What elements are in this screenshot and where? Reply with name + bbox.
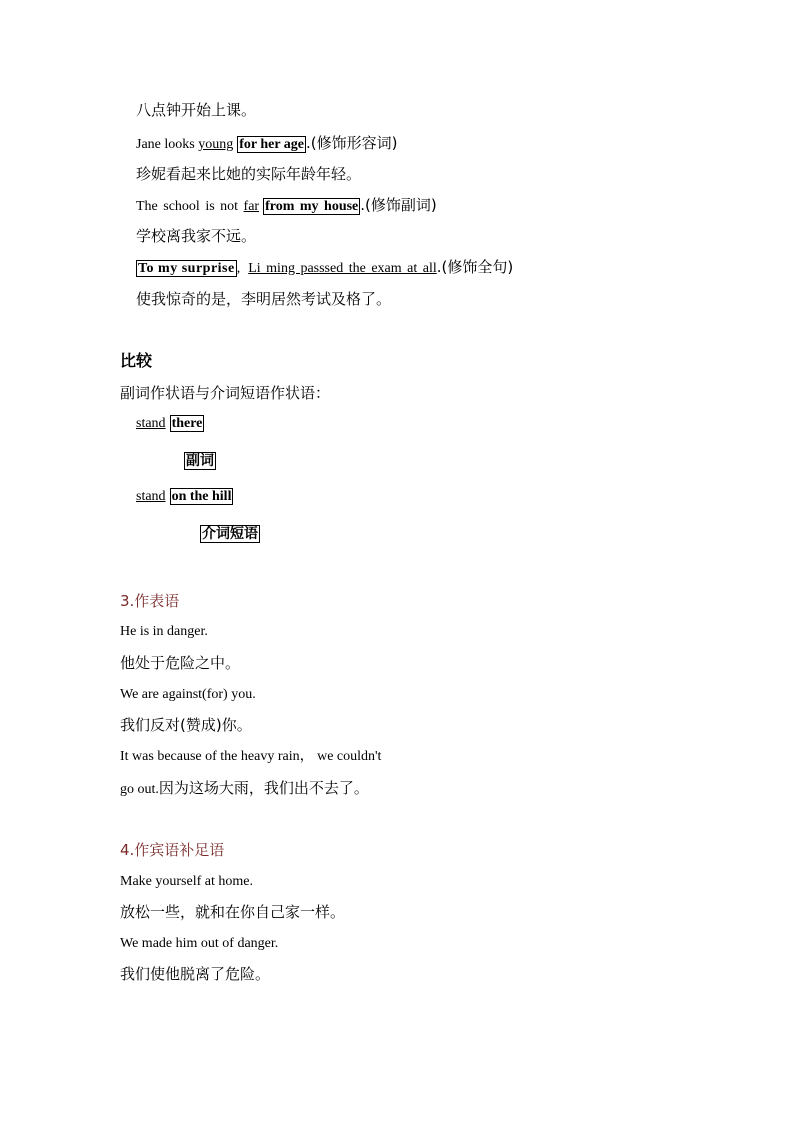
translation: 学校离我家不远。 (136, 227, 257, 245)
section-title: 3.作表语 (120, 592, 180, 610)
usage-note: .(修饰形容词) (306, 134, 398, 152)
compare-row-2 (136, 487, 233, 507)
example-en: Make yourself at home. (120, 874, 253, 889)
example-en: He is in danger. (120, 624, 208, 639)
example-sentence-3 (136, 257, 513, 279)
sentence-text: The school is not (136, 199, 244, 214)
comma: , (236, 261, 241, 276)
underlined-word: young (198, 137, 234, 152)
example-en: We made him out of danger. (120, 936, 279, 951)
example-en: go out. (120, 782, 159, 797)
verb: stand (136, 416, 166, 431)
translation: 珍妮看起来比她的实际年龄年轻。 (136, 165, 362, 183)
example-mixed (120, 778, 369, 800)
verb: stand (136, 489, 166, 504)
example-cn: 我们反对(赞成)你。 (120, 716, 252, 734)
boxed-phrase: for her age (239, 137, 305, 152)
usage-note: .(修饰副词) (360, 196, 437, 214)
underlined-clause: Li ming passsed the exam at all (248, 261, 437, 276)
section-title: 4.作宾语补足语 (120, 841, 225, 859)
label (200, 523, 260, 544)
boxed-phrase: To my surprise (138, 261, 235, 276)
compare-row-1 (136, 414, 204, 434)
usage-note: .(修饰全句) (436, 258, 514, 276)
underlined-word: far (243, 199, 260, 214)
boxed-phrase: on the hill (171, 489, 232, 504)
boxed-phrase: from my house (265, 199, 359, 214)
example-sentence-2 (136, 195, 437, 217)
text-line: 八点钟开始上课。 (136, 101, 257, 119)
label (184, 450, 216, 471)
description: 副词作状语与介词短语作状语： (120, 384, 331, 402)
example-cn: 放松一些，就和在你自己家一样。 (120, 903, 346, 921)
boxed-label: 介词短语 (202, 526, 258, 542)
example-en: We are against(for) you. (120, 687, 256, 702)
example-cn: 因为这场大雨，我们出不去了。 (158, 779, 369, 797)
example-en: It was because of the heavy rain， we couldn't (120, 749, 382, 764)
boxed-phrase: there (171, 416, 203, 431)
example-cn: 他处于危险之中。 (120, 654, 241, 672)
boxed-label: 副词 (186, 453, 214, 469)
example-sentence-1 (136, 133, 398, 155)
example-cn: 我们使他脱离了危险。 (120, 965, 271, 983)
translation: 使我惊奇的是，李明居然考试及格了。 (136, 290, 392, 308)
sentence-text: Jane looks (136, 137, 199, 152)
section-heading: 比较 (120, 351, 153, 370)
